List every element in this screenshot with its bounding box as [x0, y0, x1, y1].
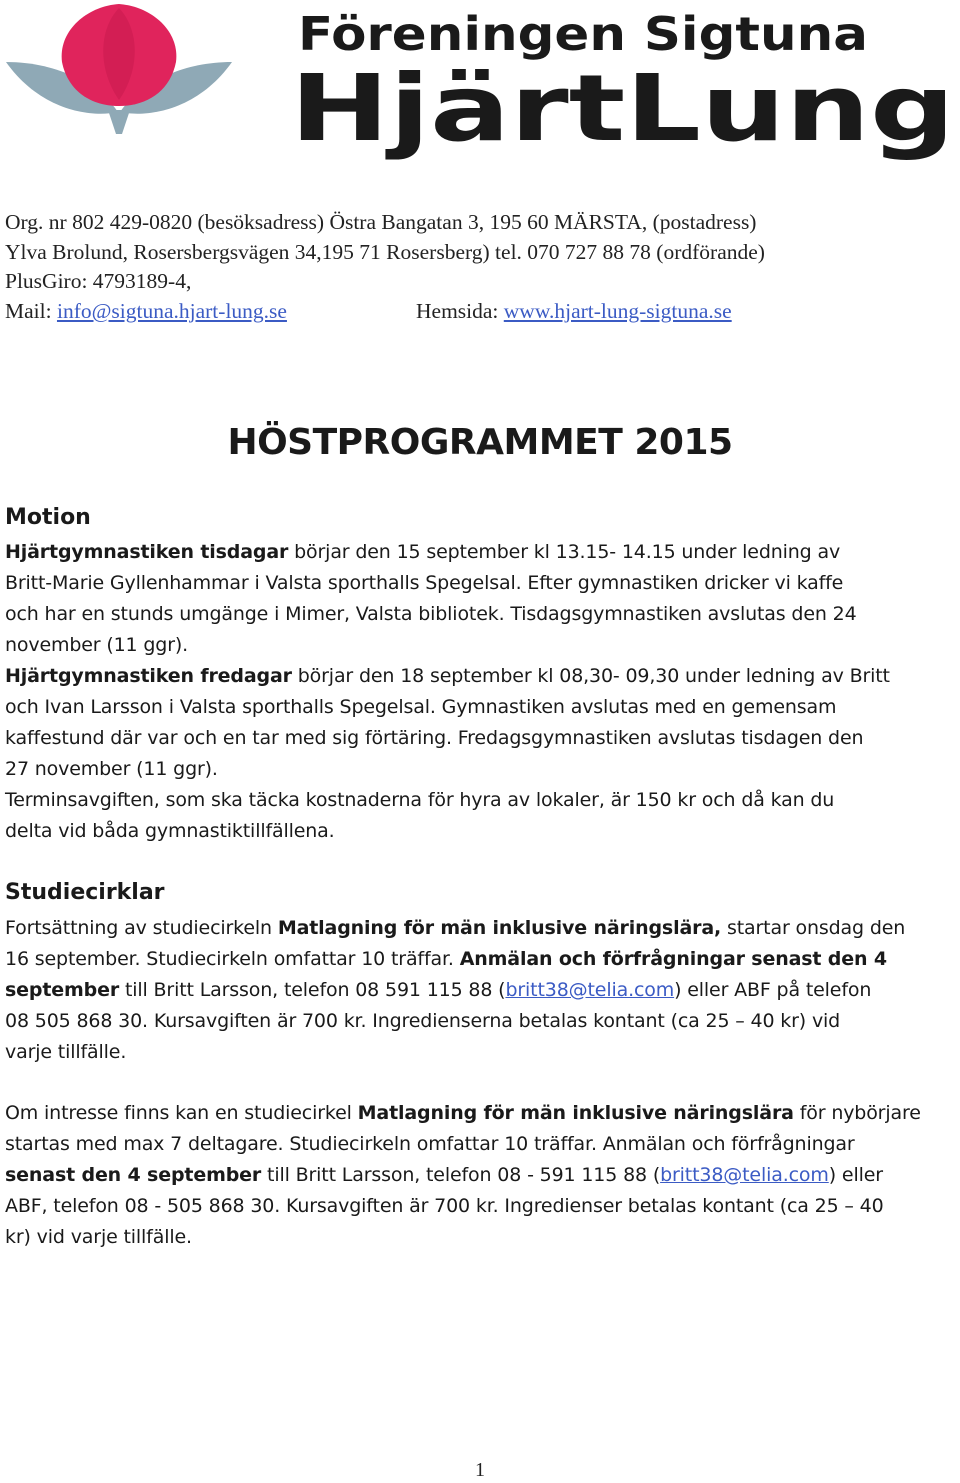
tulip-logo-icon [6, 4, 232, 134]
studiecirkel-paragraph-2 [5, 1098, 957, 1253]
paragraph-line: Fortsättning av studiecirkeln Matlagning för män inklusive näringslära, startar onsdag den [5, 917, 906, 939]
web-label: Hemsida: [416, 299, 504, 323]
contact-mail-line [5, 296, 287, 326]
motion-line: november (11 ggr). [5, 634, 189, 656]
paragraph-line: senast den 4 september till Britt Larsson, telefon 08 - 591 115 88 (britt38@telia.com) eller [5, 1164, 883, 1186]
motion-line: Hjärtgymnastiken tisdagar börjar den 15 september kl 13.15- 14.15 under ledning av [5, 541, 841, 563]
contact-address-line: Org. nr 802 429-0820 (besöksadress) Östra Bangatan 3, 195 60 MÄRSTA, (postadress) [5, 210, 757, 234]
logo-org-prefix: Föreningen Sigtuna [298, 7, 868, 61]
paragraph-line: ABF, telefon 08 - 505 868 30. Kursavgiften är 700 kr. Ingredienser betalas kontant (ca 25 – 40 [5, 1195, 884, 1217]
motion-line: Hjärtgymnastiken fredagar börjar den 18 september kl 08,30- 09,30 under ledning av Britt [5, 665, 890, 687]
motion-line: Terminsavgiften, som ska täcka kostnaderna för hyra av lokaler, är 150 kr och då kan du [5, 789, 835, 811]
paragraph-line: Om intresse finns kan en studiecirkel Matlagning för män inklusive näringslära för nybörjare [5, 1102, 921, 1124]
paragraph-line: 16 september. Studiecirkeln omfattar 10 träffar. Anmälan och förfrågningar senast den 4 [5, 948, 887, 970]
motion-line: och Ivan Larsson i Valsta sporthalls Spegelsal. Gymnastiken avslutas med en gemensam [5, 696, 837, 718]
studiecirkel-paragraph-1 [5, 913, 957, 1068]
paragraph-line: varje tillfälle. [5, 1041, 127, 1063]
motion-line: kaffestund där var och en tar med sig förtäring. Fredagsgymnastiken avslutas tisdagen den [5, 727, 864, 749]
motion-section [5, 537, 957, 847]
page-number: 1 [475, 1459, 485, 1481]
mail-link[interactable]: info@sigtuna.hjart-lung.se [56, 299, 287, 323]
logo-org-name: HjärtLung [290, 55, 955, 160]
mail-label: Mail: [5, 299, 57, 323]
email-link[interactable]: britt38@telia.com [505, 979, 675, 1001]
motion-line: Britt-Marie Gyllenhammar i Valsta sporthalls Spegelsal. Efter gymnastiken dricker vi kaffe [5, 572, 844, 594]
website-link[interactable]: www.hjart-lung-sigtuna.se [503, 299, 732, 323]
motion-heading: Motion [5, 505, 91, 530]
paragraph-line: september till Britt Larsson, telefon 08 591 115 88 (britt38@telia.com) eller ABF på telefon [5, 979, 872, 1001]
paragraph-line: kr) vid varje tillfälle. [5, 1226, 192, 1248]
contact-web-line [416, 296, 732, 326]
contact-postal-line: Ylva Brolund, Rosersbergsvägen 34,195 71 Rosersberg) tel. 070 727 88 78 (ordförande) [5, 240, 765, 264]
studiecirklar-heading: Studiecirklar [5, 880, 165, 905]
paragraph-line: startas med max 7 deltagare. Studiecirkeln omfattar 10 träffar. Anmälan och förfrågningar [5, 1133, 855, 1155]
paragraph-line: 08 505 868 30. Kursavgiften är 700 kr. Ingredienserna betalas kontant (ca 25 – 40 kr) vid [5, 1010, 841, 1032]
logo [0, 0, 960, 160]
contact-plusgiro-line: PlusGiro: 4793189-4, [5, 269, 192, 293]
motion-line: delta vid båda gymnastiktillfällena. [5, 820, 335, 842]
motion-line: och har en stunds umgänge i Mimer, Valsta bibliotek. Tisdagsgymnastiken avslutas den 24 [5, 603, 857, 625]
page-title: HÖSTPROGRAMMET 2015 [227, 422, 733, 463]
email-link[interactable]: britt38@telia.com [660, 1164, 829, 1186]
motion-line: 27 november (11 ggr). [5, 758, 218, 780]
